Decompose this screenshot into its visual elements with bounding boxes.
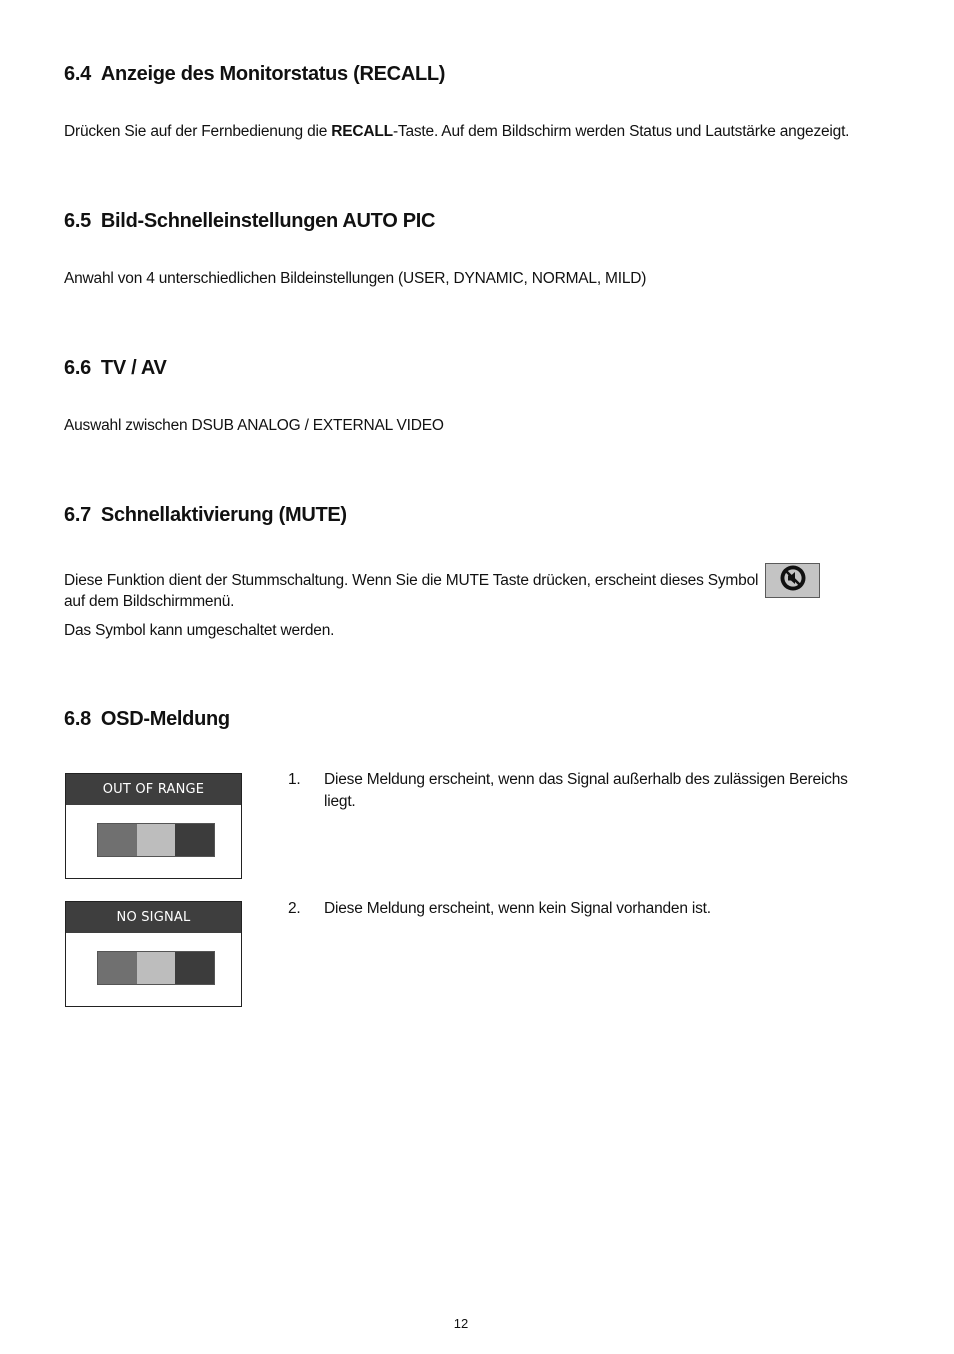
osd-color-bars (97, 823, 215, 857)
section-number: 6.6 (64, 357, 91, 379)
section-number: 6.7 (64, 504, 91, 526)
mute-symbol-box (765, 563, 820, 598)
recall-key-label: RECALL (331, 123, 393, 140)
list-item-number: 2. (288, 900, 301, 917)
section-number: 6.4 (64, 63, 91, 85)
section-heading-6-7 (64, 504, 347, 527)
color-bar-light-gray (137, 824, 176, 856)
section-heading-6-4 (64, 63, 445, 86)
section-body-6-7-line1: Diese Funktion dient der Stummschaltung. Wenn Sie die MUTE Taste drücken, erscheint dieses Symbol (64, 572, 759, 589)
osd-out-of-range (65, 773, 242, 879)
section-number: 6.5 (64, 210, 91, 232)
list-item-text: Diese Meldung erscheint, wenn das Signal außerhalb des zulässigen Bereichs liegt. (324, 771, 848, 810)
color-bar-charcoal (175, 952, 214, 984)
color-bar-dark-gray (98, 824, 137, 856)
section-title: Bild-Schnelleinstellungen AUTO PIC (100, 210, 436, 232)
list-item-text: Diese Meldung erscheint, wenn kein Signal vorhanden ist. (324, 900, 711, 917)
list-item-number: 1. (288, 771, 301, 788)
osd-title: OUT OF RANGE (66, 774, 241, 805)
osd-title: NO SIGNAL (66, 902, 241, 933)
osd-color-bars (97, 951, 215, 985)
osd-no-signal (65, 901, 242, 1007)
section-body-6-7-line3: Das Symbol kann umgeschaltet werden. (64, 622, 335, 639)
mute-icon (779, 564, 807, 597)
section-heading-6-8 (64, 708, 230, 731)
section-heading-6-5 (64, 210, 435, 233)
body-text: Drücken Sie auf der Fernbedienung die (64, 123, 332, 140)
color-bar-dark-gray (98, 952, 137, 984)
body-text: -Taste. Auf dem Bildschirm werden Status und Lautstärke angezeigt. (392, 123, 850, 140)
section-body-6-5: Anwahl von 4 unterschiedlichen Bildeinstellungen (USER, DYNAMIC, NORMAL, MILD) (64, 270, 647, 287)
section-body-6-4 (64, 121, 849, 143)
page-number: 12 (453, 1316, 469, 1331)
section-title: Schnellaktivierung (MUTE) (100, 504, 347, 526)
color-bar-light-gray (137, 952, 176, 984)
section-heading-6-6 (64, 357, 167, 380)
color-bar-charcoal (175, 824, 214, 856)
section-body-6-6: Auswahl zwischen DSUB ANALOG / EXTERNAL VIDEO (64, 417, 444, 434)
section-title: Anzeige des Monitorstatus (RECALL) (100, 63, 446, 85)
section-body-6-7-line2: auf dem Bildschirmmenü. (64, 593, 235, 610)
section-number: 6.8 (64, 708, 91, 730)
section-title: TV / AV (100, 357, 167, 379)
section-title: OSD-Meldung (100, 708, 230, 730)
